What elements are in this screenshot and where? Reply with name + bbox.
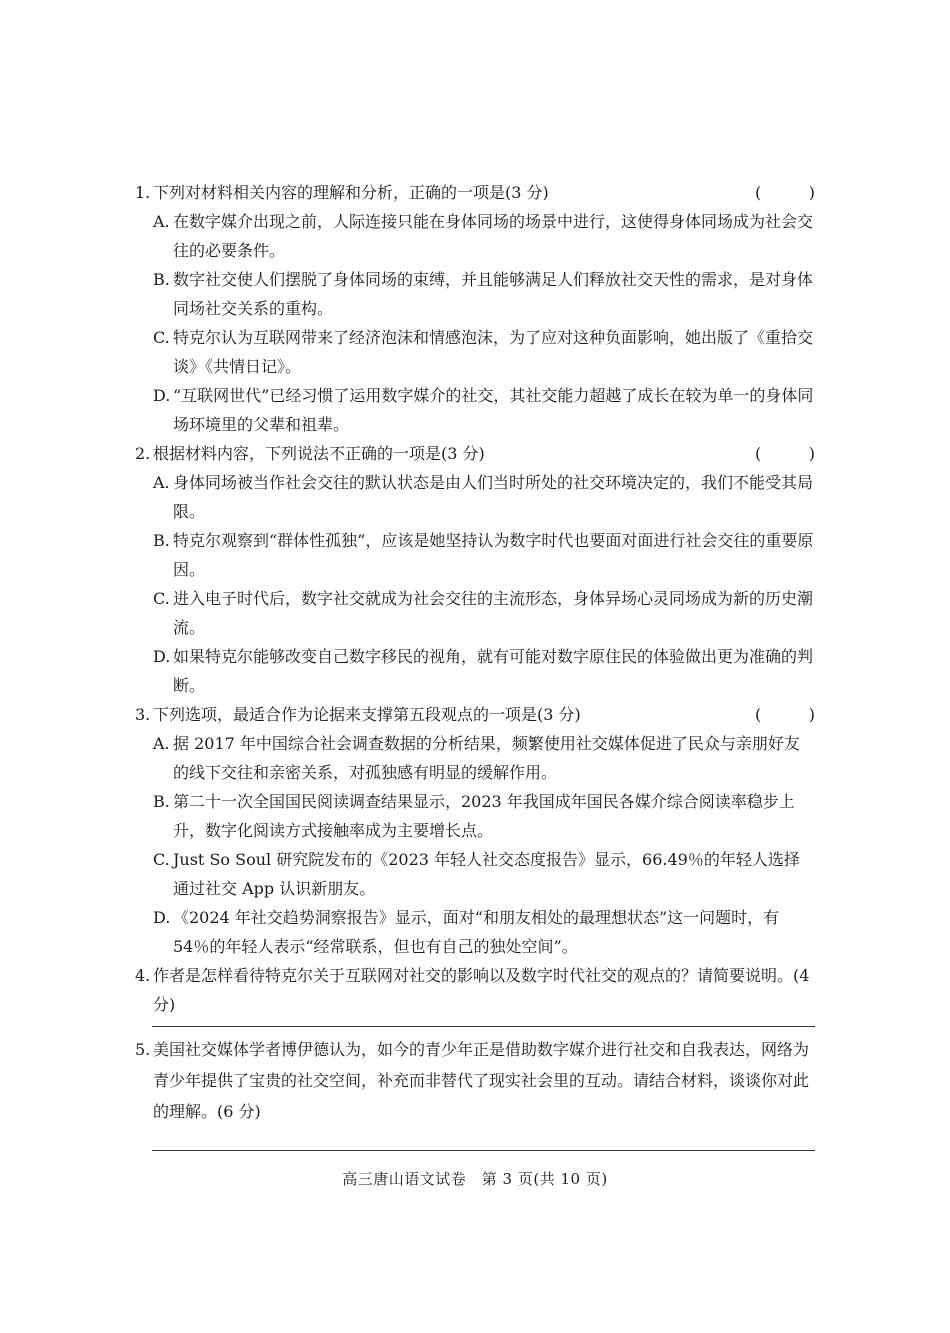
- option-a: [135, 468, 815, 526]
- question-2: [135, 439, 815, 700]
- bracket-close: ): [808, 705, 815, 724]
- answer-bracket[interactable]: [755, 700, 815, 729]
- question-number: 3.: [135, 705, 151, 724]
- option-letter: B.: [153, 792, 170, 811]
- option-c: [135, 323, 815, 381]
- bracket-close: ): [808, 183, 815, 202]
- option-d: [135, 642, 815, 700]
- option-letter: D.: [153, 908, 171, 927]
- option-letter: A.: [153, 473, 170, 492]
- option-letter: C.: [153, 328, 170, 347]
- option-text: 数字社交使人们摆脱了身体同场的束缚，并且能够满足人们释放社交天性的需求，是对身体同场社交关系的重构。: [173, 270, 814, 318]
- bracket-open: (: [755, 705, 762, 724]
- option-b: [135, 787, 815, 845]
- question-stem: [135, 961, 815, 1019]
- option-text: 在数字媒介出现之前，人际连接只能在身体同场的场景中进行，这使得身体同场成为社会交往的必要条件。: [173, 212, 814, 260]
- option-letter: D.: [153, 386, 171, 405]
- option-text: 身体同场被当作社会交往的默认状态是由人们当时所处的社交环境决定的，我们不能受其局限。: [173, 473, 814, 521]
- option-b: [135, 265, 815, 323]
- bracket-open: (: [755, 183, 762, 202]
- option-d: [135, 381, 815, 439]
- option-c: [135, 845, 815, 903]
- question-stem: [135, 1034, 815, 1127]
- option-text: 据 2017 年中国综合社会调查数据的分析结果，频繁使用社交媒体促进了民众与亲朋好友的线下交往和亲密关系，对孤独感有明显的缓解作用。: [173, 734, 800, 782]
- question-4: [135, 961, 815, 1019]
- option-letter: D.: [153, 647, 171, 666]
- question-list: [135, 178, 815, 1019]
- option-text: 第二十一次全国国民阅读调查结果显示，2023 年我国成年国民各媒介综合阅读率稳步上升，数字化阅读方式接触率成为主要增长点。: [173, 792, 795, 840]
- option-c: [135, 584, 815, 642]
- option-text: 进入电子时代后，数字社交就成为社会交往的主流形态，身体异场心灵同场成为新的历史潮流。: [173, 589, 814, 637]
- question-number: 5.: [135, 1040, 151, 1059]
- option-d: [135, 903, 815, 961]
- option-a: [135, 729, 815, 787]
- bracket-open: (: [755, 444, 762, 463]
- option-letter: C.: [153, 850, 170, 869]
- option-text: 特克尔观察到“群体性孤独”，应该是她坚持认为数字时代也要面对面进行社会交往的重要原因。: [173, 531, 814, 579]
- question-stem: [135, 700, 815, 729]
- question-text: 根据材料内容，下列说法不正确的一项是(3 分): [153, 444, 485, 463]
- option-letter: A.: [153, 734, 170, 753]
- question-number: 1.: [135, 183, 151, 202]
- question-5: [135, 1034, 815, 1127]
- question-text: 下列选项，最适合作为论据来支撑第五段观点的一项是(3 分): [153, 705, 581, 724]
- option-text: 《2024 年社交趋势洞察报告》显示，面对“和朋友相处的最理想状态”这一问题时，有 54％的年轻人表示“经常联系，但也有自己的独处空间”。: [173, 908, 780, 956]
- option-text: 特克尔认为互联网带来了经济泡沫和情感泡沫，为了应对这种负面影响，她出版了《重拾交谈》《共情日记》。: [173, 328, 814, 376]
- question-number: 4.: [135, 966, 151, 985]
- question-3: [135, 700, 815, 961]
- option-letter: A.: [153, 212, 170, 231]
- option-text: Just So Soul 研究院发布的《2023 年轻人社交态度报告》显示，66.49％的年轻人选择通过社交 App 认识新朋友。: [173, 850, 800, 898]
- answer-bracket[interactable]: [755, 178, 815, 207]
- question-text: 下列对材料相关内容的理解和分析，正确的一项是(3 分): [153, 183, 549, 202]
- question-text: 作者是怎样看待特克尔关于互联网对社交的影响以及数字时代社交的观点的？请简要说明。(4 分): [153, 966, 810, 1014]
- answer-divider: [152, 1026, 815, 1027]
- option-letter: B.: [153, 270, 170, 289]
- question-text: 美国社交媒体学者博伊德认为，如今的青少年正是借助数字媒介进行社交和自我表达，网络为青少年提供了宝贵的社交空间，补充而非替代了现实社会里的互动。请结合材料，谈谈你对此的理解。(6 分): [153, 1040, 810, 1121]
- answer-bracket[interactable]: [755, 439, 815, 468]
- option-text: 如果特克尔能够改变自己数字移民的视角，就有可能对数字原住民的体验做出更为准确的判断。: [173, 647, 814, 695]
- option-a: [135, 207, 815, 265]
- question-stem: [135, 439, 815, 468]
- option-letter: C.: [153, 589, 170, 608]
- question-stem: [135, 178, 815, 207]
- option-b: [135, 526, 815, 584]
- option-text: “互联网世代”已经习惯了运用数字媒介的社交，其社交能力超越了成长在较为单一的身体同场环境里的父辈和祖辈。: [173, 386, 814, 434]
- question-1: [135, 178, 815, 439]
- question-number: 2.: [135, 444, 151, 463]
- option-letter: B.: [153, 531, 170, 550]
- bracket-close: ): [808, 444, 815, 463]
- page-footer: 高三唐山语文试卷 第 3 页(共 10 页): [342, 1170, 608, 1188]
- answer-divider: [152, 1150, 815, 1151]
